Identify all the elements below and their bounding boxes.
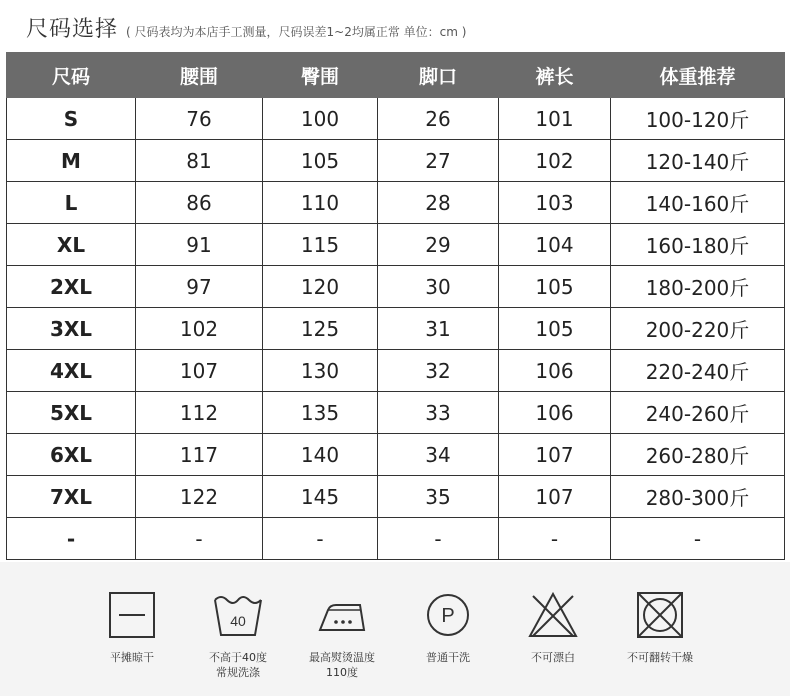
care-item-flat-dry xyxy=(82,590,182,665)
svg-text:40: 40 xyxy=(230,613,246,629)
cell-weight: 140-160斤 xyxy=(611,182,785,224)
cell-leg-opening: 29 xyxy=(378,224,499,266)
cell-length: 107 xyxy=(499,476,611,518)
cell-leg-opening: 33 xyxy=(378,392,499,434)
cell-weight: 100-120斤 xyxy=(611,98,785,140)
cell-hip: 120 xyxy=(263,266,378,308)
cell-size: 6XL xyxy=(7,434,136,476)
care-label: 不可翻转干燥 xyxy=(627,651,693,664)
care-label: 普通干洗 xyxy=(426,651,470,664)
cell-length: 105 xyxy=(499,266,611,308)
cell-waist: 117 xyxy=(136,434,263,476)
cell-hip: - xyxy=(263,518,378,560)
cell-hip: 115 xyxy=(263,224,378,266)
cell-length: 101 xyxy=(499,98,611,140)
cell-hip: 145 xyxy=(263,476,378,518)
cell-length: 106 xyxy=(499,392,611,434)
size-table xyxy=(6,52,785,560)
care-instructions xyxy=(0,562,790,696)
cell-length: 102 xyxy=(499,140,611,182)
cell-leg-opening: 31 xyxy=(378,308,499,350)
cell-waist: 107 xyxy=(136,350,263,392)
dry-clean-p-icon xyxy=(423,590,473,640)
cell-size: 4XL xyxy=(7,350,136,392)
cell-waist: 102 xyxy=(136,308,263,350)
cell-hip: 110 xyxy=(263,182,378,224)
table-row xyxy=(7,308,785,350)
cell-size: 7XL xyxy=(7,476,136,518)
table-row xyxy=(7,224,785,266)
cell-waist: - xyxy=(136,518,263,560)
cell-size: - xyxy=(7,518,136,560)
table-row xyxy=(7,182,785,224)
page-subtitle: ( 尺码表均为本店手工测量，尺码误差1~2均属正常 单位：cm ) xyxy=(126,25,467,39)
cell-length: 106 xyxy=(499,350,611,392)
cell-weight: 160-180斤 xyxy=(611,224,785,266)
cell-hip: 125 xyxy=(263,308,378,350)
cell-weight: 260-280斤 xyxy=(611,434,785,476)
table-body xyxy=(7,98,785,560)
cell-leg-opening: 34 xyxy=(378,434,499,476)
cell-waist: 86 xyxy=(136,182,263,224)
iron-icon xyxy=(314,590,370,640)
care-label: 平摊晾干 xyxy=(110,651,154,664)
table-header-row xyxy=(7,53,785,98)
cell-waist: 122 xyxy=(136,476,263,518)
table-row xyxy=(7,266,785,308)
title-row xyxy=(26,12,466,42)
cell-leg-opening: 26 xyxy=(378,98,499,140)
cell-weight: - xyxy=(611,518,785,560)
col-header-waist: 腰围 xyxy=(136,53,263,98)
cell-leg-opening: 30 xyxy=(378,266,499,308)
cell-length: 104 xyxy=(499,224,611,266)
care-item-dry-clean xyxy=(398,590,498,665)
cell-hip: 140 xyxy=(263,434,378,476)
cell-size: 5XL xyxy=(7,392,136,434)
col-header-leg-opening: 脚口 xyxy=(378,53,499,98)
col-header-weight: 体重推荐 xyxy=(611,53,785,98)
cell-leg-opening: 28 xyxy=(378,182,499,224)
cell-size: L xyxy=(7,182,136,224)
care-label: 不高于40度 常规洗涤 xyxy=(209,651,267,679)
cell-size: 2XL xyxy=(7,266,136,308)
cell-waist: 97 xyxy=(136,266,263,308)
care-label: 不可漂白 xyxy=(531,651,575,664)
wash-40-icon xyxy=(212,590,264,640)
col-header-hip: 臀围 xyxy=(263,53,378,98)
cell-weight: 180-200斤 xyxy=(611,266,785,308)
cell-waist: 81 xyxy=(136,140,263,182)
care-item-no-tumble xyxy=(610,590,710,665)
cell-leg-opening: 32 xyxy=(378,350,499,392)
cell-size: XL xyxy=(7,224,136,266)
care-label: 最高熨烫温度 110度 xyxy=(309,651,375,679)
table-row xyxy=(7,392,785,434)
care-item-no-bleach xyxy=(503,590,603,665)
cell-length: - xyxy=(499,518,611,560)
cell-leg-opening: - xyxy=(378,518,499,560)
cell-length: 103 xyxy=(499,182,611,224)
cell-length: 107 xyxy=(499,434,611,476)
cell-weight: 200-220斤 xyxy=(611,308,785,350)
cell-leg-opening: 35 xyxy=(378,476,499,518)
cell-waist: 91 xyxy=(136,224,263,266)
cell-hip: 105 xyxy=(263,140,378,182)
cell-size: M xyxy=(7,140,136,182)
no-tumble-dry-icon xyxy=(634,590,686,640)
table-row xyxy=(7,350,785,392)
table-row xyxy=(7,476,785,518)
cell-leg-opening: 27 xyxy=(378,140,499,182)
cell-weight: 220-240斤 xyxy=(611,350,785,392)
cell-hip: 130 xyxy=(263,350,378,392)
col-header-size: 尺码 xyxy=(7,53,136,98)
table-row xyxy=(7,518,785,560)
table-row xyxy=(7,434,785,476)
no-bleach-icon xyxy=(527,590,579,640)
cell-waist: 112 xyxy=(136,392,263,434)
svg-text:P: P xyxy=(441,605,455,627)
cell-size: S xyxy=(7,98,136,140)
care-item-iron xyxy=(292,590,392,680)
cell-waist: 76 xyxy=(136,98,263,140)
cell-length: 105 xyxy=(499,308,611,350)
page-title: 尺码选择 xyxy=(26,17,119,42)
cell-weight: 120-140斤 xyxy=(611,140,785,182)
cell-weight: 280-300斤 xyxy=(611,476,785,518)
care-item-wash xyxy=(188,590,288,680)
flat-dry-icon xyxy=(107,590,157,640)
cell-size: 3XL xyxy=(7,308,136,350)
cell-hip: 100 xyxy=(263,98,378,140)
col-header-length: 裤长 xyxy=(499,53,611,98)
table-row xyxy=(7,98,785,140)
cell-hip: 135 xyxy=(263,392,378,434)
table-row xyxy=(7,140,785,182)
cell-weight: 240-260斤 xyxy=(611,392,785,434)
